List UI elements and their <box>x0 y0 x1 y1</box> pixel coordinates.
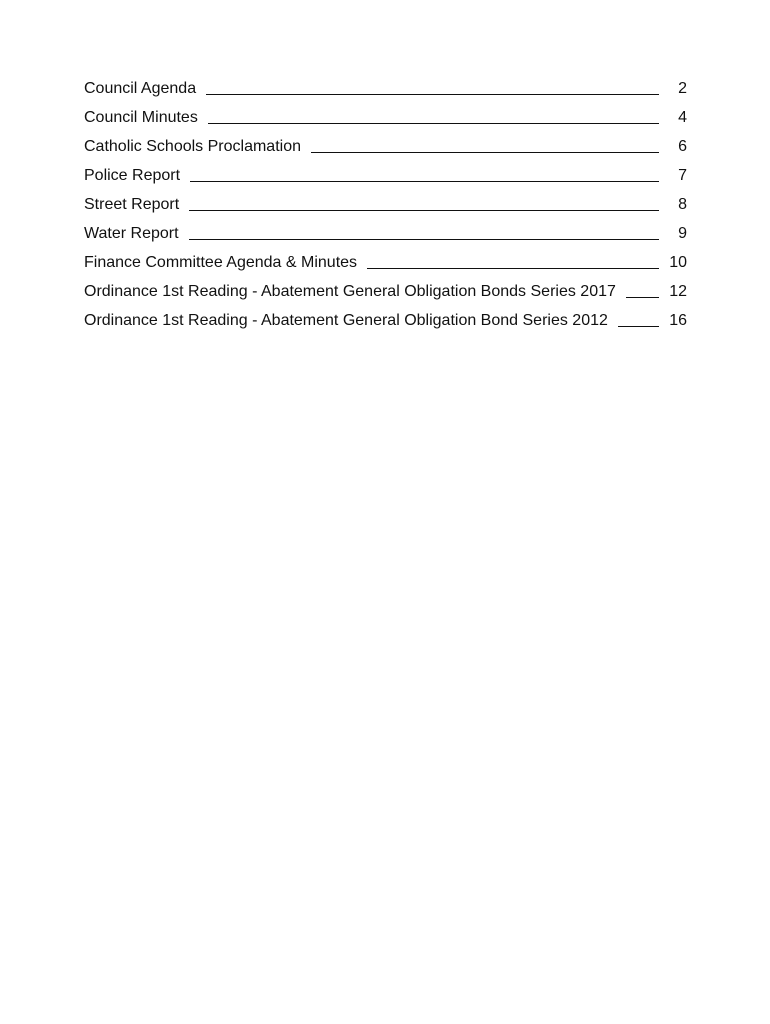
toc-leader-line <box>189 239 659 240</box>
toc-entry-council-agenda[interactable] <box>84 70 687 99</box>
toc-leader-line <box>626 297 659 298</box>
toc-entry-catholic-schools-proclamation[interactable] <box>84 128 687 157</box>
toc-entry-title: Street Report <box>84 196 180 213</box>
toc-entry-street-report[interactable] <box>84 186 687 215</box>
toc-entry-page-number: 16 <box>669 312 687 329</box>
toc-entry-page-number: 12 <box>669 283 687 300</box>
toc-entry-page-number: 2 <box>678 80 687 97</box>
toc-entry-title: Council Minutes <box>84 109 198 126</box>
toc-leader-line <box>311 152 659 153</box>
toc-entry-title: Ordinance 1st Reading - Abatement General Obligation Bond Series 2012 <box>84 312 608 329</box>
toc-entry-ordinance-2017[interactable] <box>84 273 687 302</box>
toc-leader-line <box>367 268 659 269</box>
toc-entry-page-number: 9 <box>678 225 687 242</box>
toc-leader-line <box>618 326 659 327</box>
toc-leader-line <box>206 94 659 95</box>
toc-entry-title: Catholic Schools Proclamation <box>84 138 301 155</box>
toc-entry-page-number: 6 <box>678 138 687 155</box>
toc-entry-ordinance-2012[interactable] <box>84 302 687 331</box>
toc-entry-finance-committee[interactable] <box>84 244 687 273</box>
toc-entry-water-report[interactable] <box>84 215 687 244</box>
toc-entry-title: Water Report <box>84 225 179 242</box>
toc-leader-line <box>208 123 659 124</box>
toc-entry-council-minutes[interactable] <box>84 99 687 128</box>
toc-entry-page-number: 8 <box>678 196 687 213</box>
toc-entry-title: Council Agenda <box>84 80 197 97</box>
toc-entry-title: Finance Committee Agenda & Minutes <box>84 254 358 271</box>
toc-entry-page-number: 4 <box>678 109 687 126</box>
toc-entry-page-number: 7 <box>678 167 687 184</box>
toc-leader-line <box>189 210 659 211</box>
table-of-contents <box>84 70 687 331</box>
toc-entry-title: Ordinance 1st Reading - Abatement General Obligation Bonds Series 2017 <box>84 283 616 300</box>
toc-leader-line <box>190 181 659 182</box>
toc-entry-title: Police Report <box>84 167 181 184</box>
toc-entry-page-number: 10 <box>669 254 687 271</box>
toc-entry-police-report[interactable] <box>84 157 687 186</box>
